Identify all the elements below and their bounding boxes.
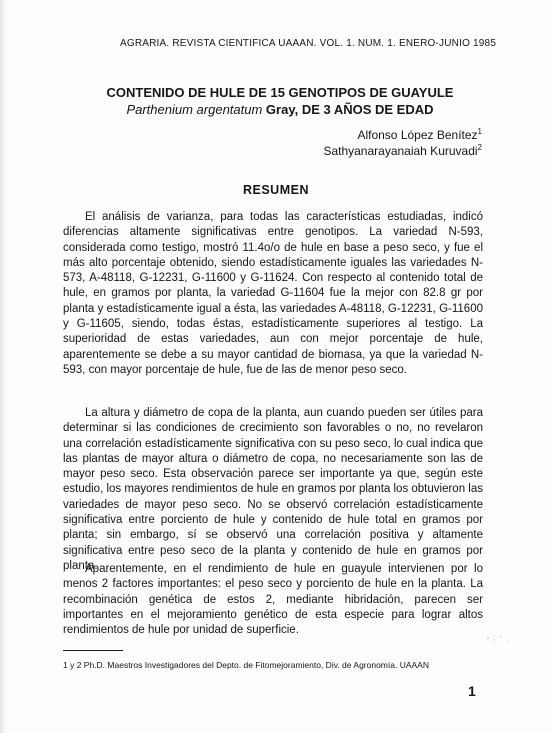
- author-affiliation-mark: 2: [477, 143, 482, 152]
- journal-header: AGRARIA. REVISTA CIENTIFICA UAAAN. VOL. 1. NUM. 1. ENERO-JUNIO 1985: [120, 38, 497, 49]
- paper-title-line1: CONTENIDO DE HULE DE 15 GENOTIPOS DE GUAYULE: [106, 85, 454, 100]
- abstract-paragraph-3: Aparentemente, en el rendimiento de hule en guayule intervienen por lo menos 2 factores importantes: el peso seco y porciento de hule en la planta. La recombinación genética de estos 2, mediante hibridación, parecen ser importantes en el mejoramiento genético de esta especie para lograr altos rendimientos de hule por unidad de superficie.: [63, 563, 483, 637]
- page-number: 1: [468, 683, 476, 699]
- paper-title-line2-rest: Gray, DE 3 AÑOS DE EDAD: [262, 102, 434, 117]
- footnote: 1 y 2 Ph.D. Maestros Investigadores del Depto. de Fitomejoramiento, Div. de Agronomía. UAAAN: [63, 660, 429, 670]
- author-name: Sathyanarayanaiah Kuruvadi: [323, 144, 478, 158]
- section-heading: RESUMEN: [242, 183, 309, 197]
- species-name: Parthenium argentatum: [126, 102, 263, 117]
- author-affiliation-mark: 1: [477, 127, 482, 136]
- abstract-paragraph-2: La altura y diámetro de copa de la planta, aun cuando pueden ser útiles para determinar si las condiciones de crecimiento son favorables o no, no revelaron una correlación estadísticamente significativa con su peso seco, lo cual indica que las plantas de mayor altura o diámetro de copa, no necesariamente son las de mayor peso seco. Esta observación parece ser importante ya que, según este estudio, los mayores rendimientos de hule en gramos por planta los obtuvieron las variedades de mayor peso seco. No se observó correlación estadísticamente significativa entre porciento de hule y contenido de hule total en gramos por planta; sin embargo, sí se observó una correlación positiva y altamente significativa entre peso seco de la planta y contenido de hule en gramos por planta.: [63, 407, 483, 572]
- abstract-paragraph-1: El análisis de varianza, para todas las características estudiadas, indicó diferencias altamente significativas entre genotipos. La variedad N-593, considerada como testigo, mostró 11.4o/o de hule en base a peso seco, y fue el más alto porcentaje obtenido, siendo estadísticamente iguales las variedades N-573, A-48118, G-12231, G-11600 y G-11624. Con respecto al contenido total de hule, en gramos por planta, la variedad G-11604 fue la mejor con 82.8 gr por planta y estadísticamente igual a ésta, las variedades A-48118, G-12231, G-11600 y G-11605, siendo, todas éstas, estadísticamente superiores al testigo. La superioridad de estas variedades, aun con mejor porcentaje de hule, aparentemente se debe a su mayor cantidad de biomasa, ya que la variedad N-593, con mayor porcentaje de hule, fue de las de menor peso seco.: [63, 211, 483, 376]
- author-name: Alfonso López Benítez: [357, 128, 478, 142]
